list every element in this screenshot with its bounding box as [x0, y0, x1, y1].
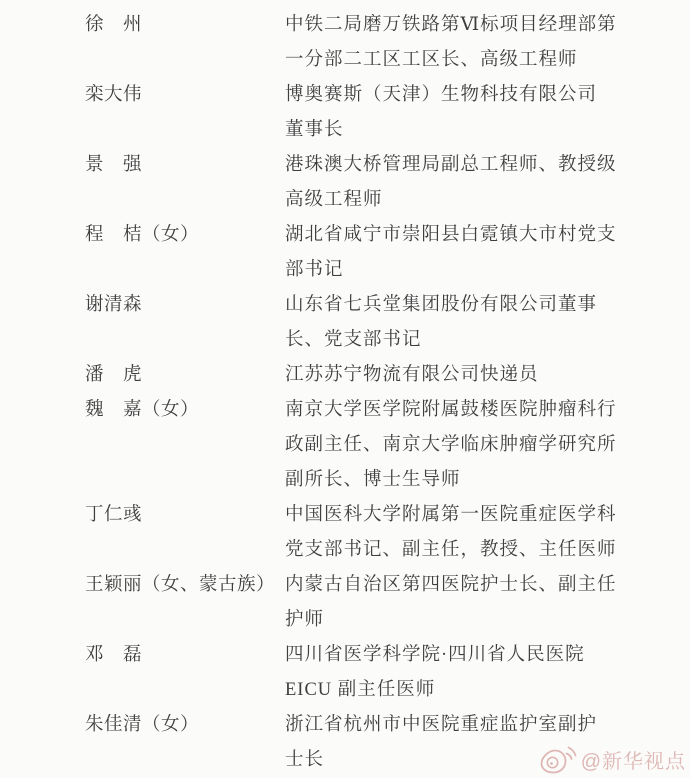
list-item: [85, 498, 690, 568]
person-name: 程 桔（女）: [85, 225, 200, 245]
person-name: 谢清森: [85, 295, 143, 315]
person-title: [285, 78, 635, 148]
person-name: 栾大伟: [85, 85, 143, 105]
person-title-line: 山东省七兵堂集团股份有限公司董事: [285, 295, 598, 315]
person-title-line: 湖北省咸宁市崇阳县白霓镇大市村党支: [285, 225, 617, 245]
person-title: [285, 288, 635, 358]
person-title-line: 党支部书记、副主任，教授、主任医师: [285, 540, 617, 560]
person-title-line: 董事长: [285, 120, 344, 140]
person-name: 朱佳清（女）: [85, 715, 200, 735]
list-item: [85, 218, 690, 288]
weibo-eye-icon: [539, 744, 577, 774]
person-title-line: 政副主任、南京大学临床肿瘤学研究所: [285, 435, 617, 455]
person-title-line: EICU 副主任医师: [285, 680, 436, 700]
person-title: [285, 358, 635, 393]
person-title-line: 部书记: [285, 260, 344, 280]
person-title-line: 江苏苏宁物流有限公司快递员: [285, 365, 539, 385]
person-title-line: 护师: [285, 610, 325, 630]
person-name: 魏 嘉（女）: [85, 400, 200, 420]
watermark: [539, 744, 686, 774]
person-title-line: 内蒙古自治区第四医院护士长、副主任: [285, 575, 617, 595]
person-name: 丁仁彧: [85, 505, 143, 525]
person-title-line: 副所长、博士生导师: [285, 470, 461, 490]
list-item: [85, 78, 690, 148]
person-title-line: 士长: [285, 750, 325, 770]
list-item: [85, 358, 690, 393]
list-item: [85, 148, 690, 218]
person-name: 王颖丽（女、蒙古族）: [85, 575, 276, 595]
person-title-line: 一分部二工区工区长、高级工程师: [285, 50, 578, 70]
person-title: [285, 8, 635, 78]
person-title: [285, 568, 635, 638]
person-title-line: 浙江省杭州市中医院重症监护室副护: [285, 715, 598, 735]
person-title-line: 博奥赛斯（天津）生物科技有限公司: [285, 85, 598, 105]
person-name: 徐 州: [85, 15, 143, 35]
person-title: [285, 638, 635, 708]
person-title-line: 高级工程师: [285, 190, 383, 210]
list-item: [85, 8, 690, 78]
person-title: [285, 498, 635, 568]
person-title-line: 中国医科大学附属第一医院重症医学科: [285, 505, 617, 525]
list-item: [85, 638, 690, 708]
person-title: [285, 148, 635, 218]
person-title-line: 港珠澳大桥管理局副总工程师、教授级: [285, 155, 617, 175]
person-title: [285, 393, 635, 498]
list-item: [85, 568, 690, 638]
person-title-line: 南京大学医学院附属鼓楼医院肿瘤科行: [285, 400, 617, 420]
person-name: 邓 磊: [85, 645, 143, 665]
person-name: 景 强: [85, 155, 143, 175]
watermark-handle: @新华视点: [580, 750, 686, 773]
person-name: 潘 虎: [85, 365, 143, 385]
person-title: [285, 218, 635, 288]
list-item: [85, 288, 690, 358]
person-title-line: 中铁二局磨万铁路第Ⅵ标项目经理部第: [285, 15, 617, 35]
person-title-line: 四川省医学科学院·四川省人民医院: [285, 645, 585, 665]
list-item: [85, 393, 690, 498]
person-title-line: 长、党支部书记: [285, 330, 422, 350]
